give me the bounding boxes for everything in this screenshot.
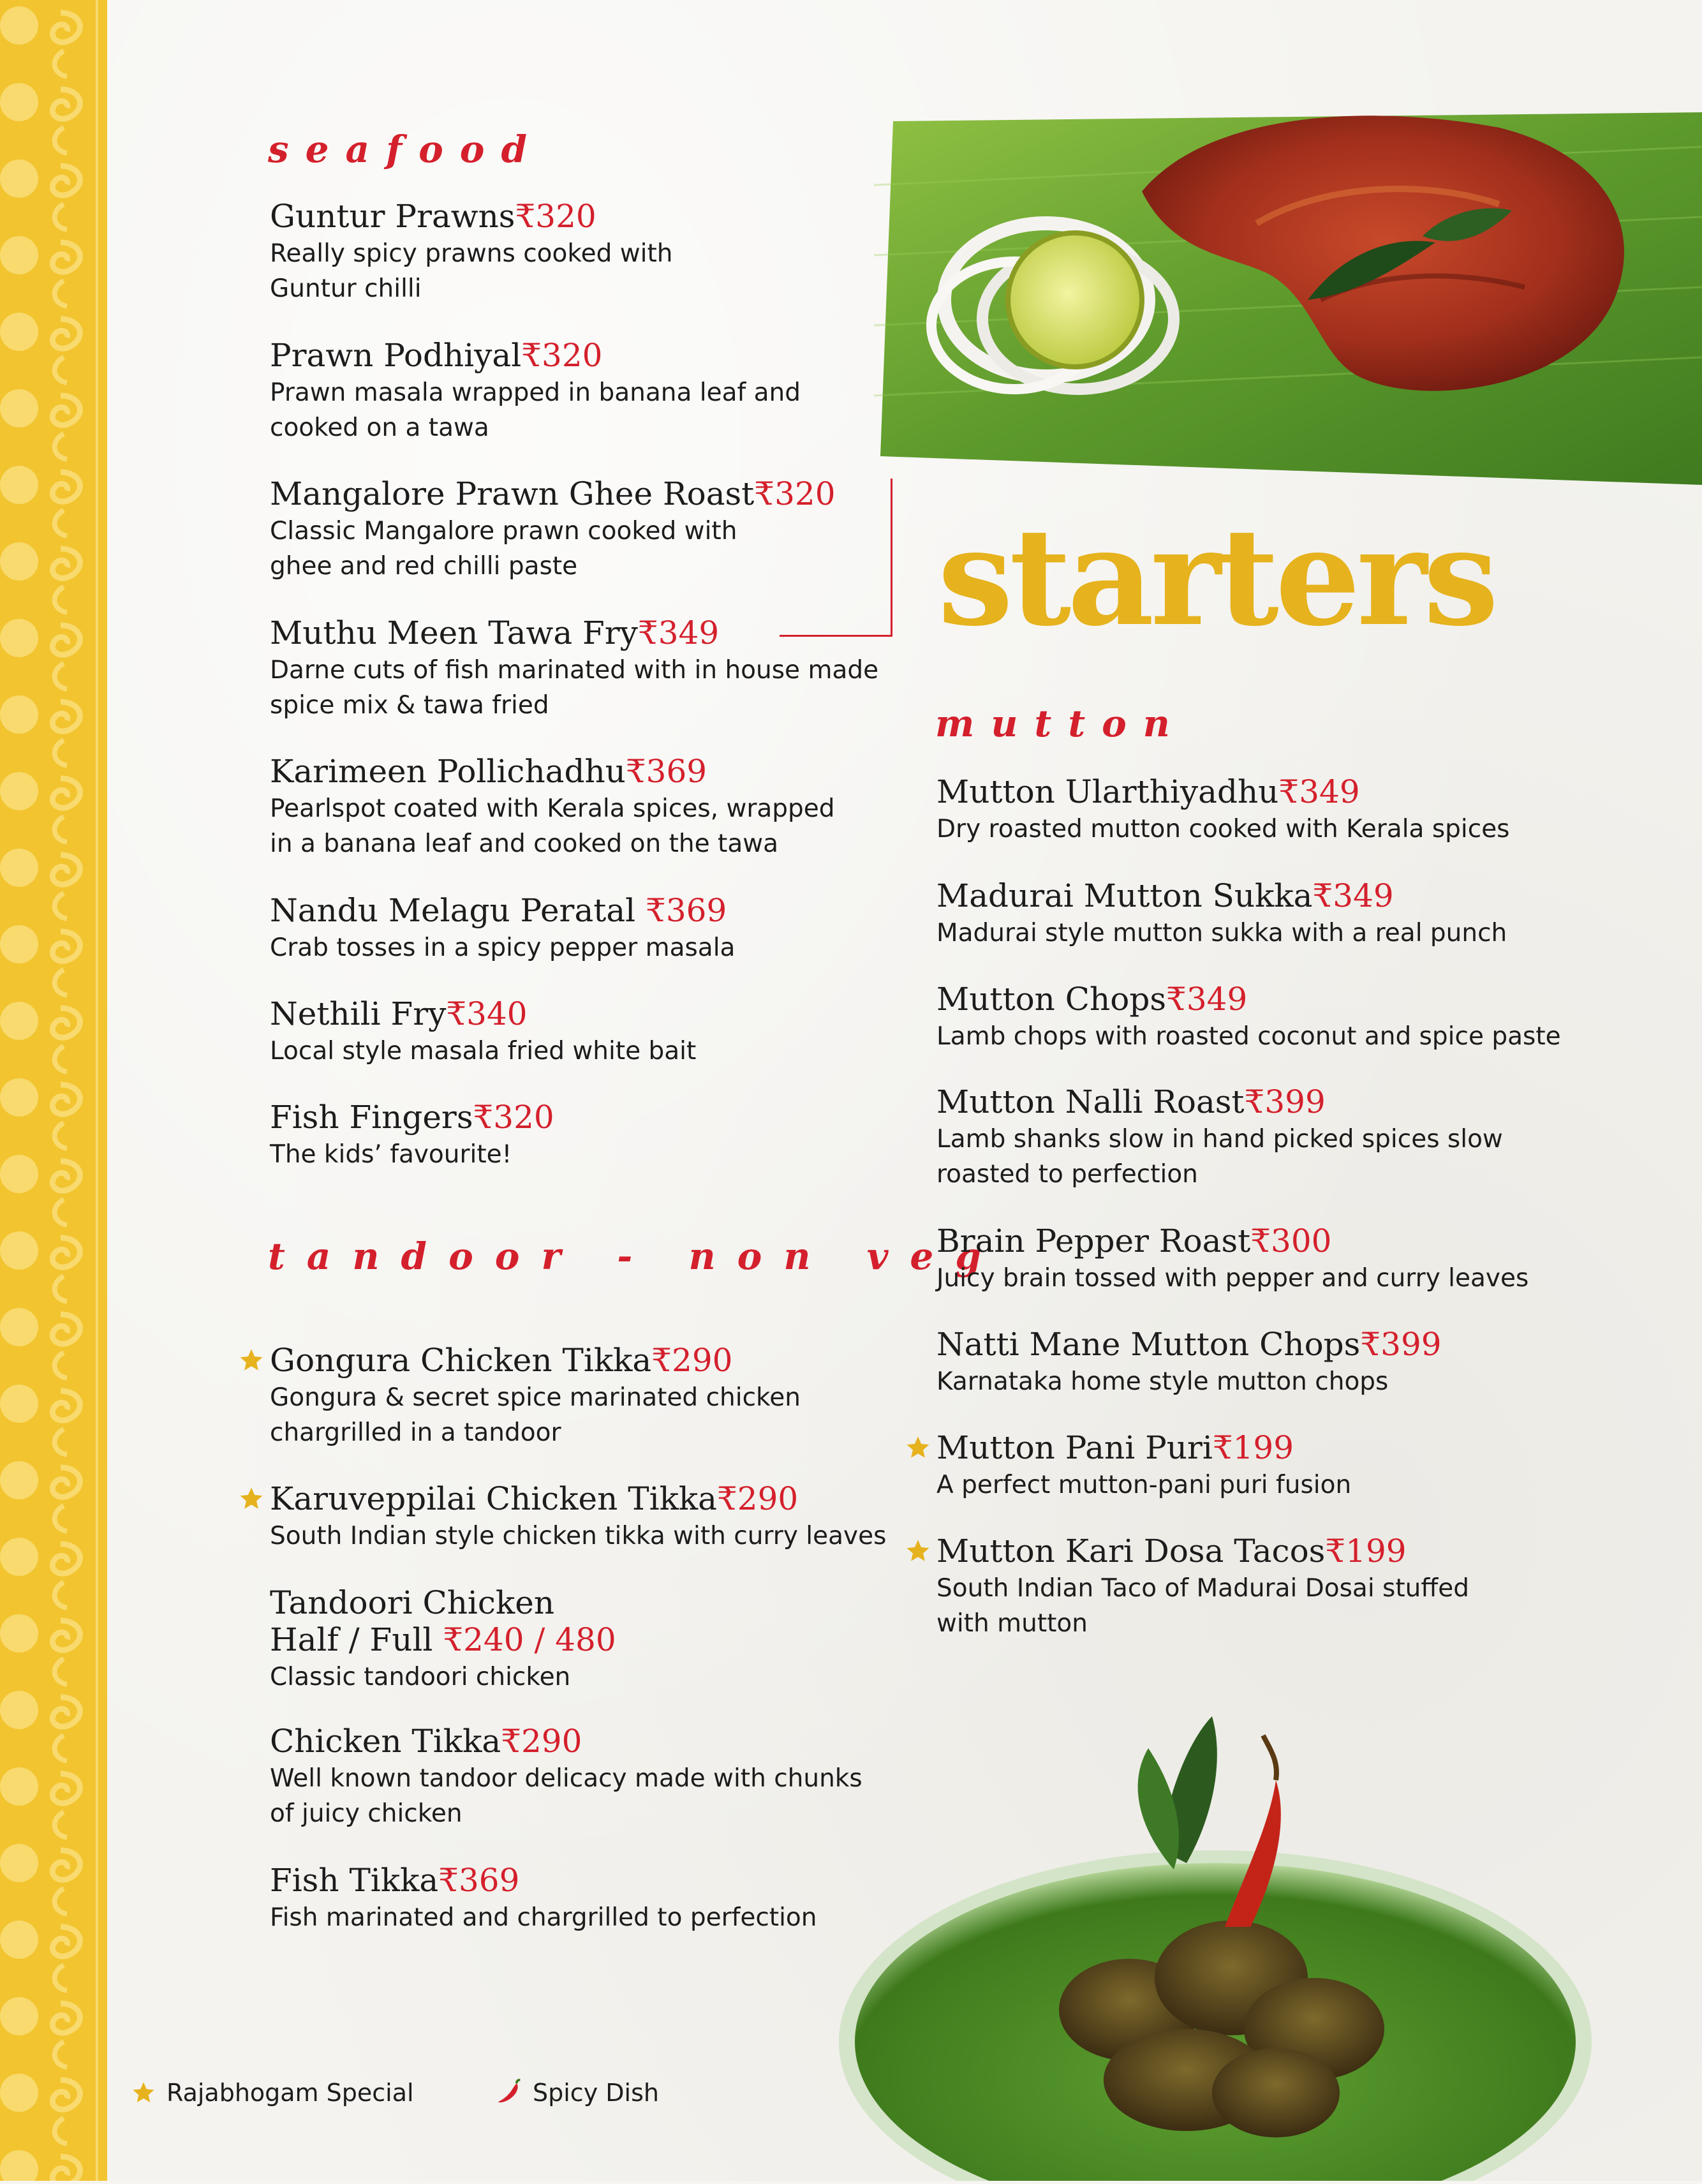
item-price: ₹300: [1250, 1222, 1332, 1259]
menu-item: [270, 1862, 908, 1935]
item-name: Mutton Nalli Roast: [936, 1083, 1245, 1120]
menu-item: [270, 753, 908, 861]
star-icon: [238, 1347, 265, 1374]
item-description: A perfect mutton-pani puri fusion: [936, 1471, 1352, 1499]
item-price: ₹369: [625, 753, 707, 790]
menu-item: [270, 475, 908, 584]
item-price: ₹320: [473, 1099, 554, 1136]
chilli-icon: [494, 2079, 522, 2107]
item-name: Fish Fingers: [270, 1099, 473, 1136]
star-icon: [905, 1434, 931, 1461]
item-name: Prawn Podhiyal: [270, 337, 522, 374]
item-name: Karimeen Pollichadhu: [270, 753, 626, 790]
menu-item: [936, 1326, 1574, 1399]
menu-item: [270, 995, 908, 1069]
menu-item: [936, 773, 1574, 847]
star-icon: [238, 1485, 265, 1512]
connector-line-vertical: [891, 479, 892, 637]
item-price: ₹369: [438, 1862, 520, 1899]
menu-item: [936, 877, 1574, 951]
legend-spicy-label: Spicy Dish: [533, 2079, 659, 2107]
item-name: Nethili Fry: [270, 995, 447, 1032]
menu-item: [936, 1222, 1574, 1296]
menu-item: [270, 1480, 908, 1554]
item-description: Really spicy prawns cooked with Guntur chilli: [270, 239, 673, 303]
item-name: Brain Pepper Roast: [936, 1222, 1251, 1259]
item-description: Karnataka home style mutton chops: [936, 1367, 1389, 1396]
item-description: Fish marinated and chargrilled to perfection: [270, 1903, 817, 1932]
menu-item: [270, 1584, 908, 1695]
menu-item: [270, 1342, 908, 1450]
item-price: ₹349: [1278, 773, 1360, 810]
item-name: Gongura Chicken Tikka: [270, 1342, 652, 1379]
mutton-sukka-photo: [829, 1710, 1601, 2181]
legend-special: [131, 2079, 414, 2107]
item-name: Mutton Pani Puri: [936, 1429, 1213, 1466]
item-description: Local style masala fried white bait: [270, 1037, 697, 1066]
item-name: Mutton Ularthiyadhu: [936, 773, 1279, 810]
item-description: Lamb shanks slow in hand picked spices slow roasted to perfection: [936, 1125, 1503, 1189]
item-description: Gongura & secret spice marinated chicken chargrilled in a tandoor: [270, 1383, 801, 1447]
item-price: ₹320: [521, 337, 603, 374]
item-name: Mutton Kari Dosa Tacos: [936, 1533, 1326, 1570]
item-description: Well known tandoor delicacy made with chunks of juicy chicken: [270, 1764, 862, 1828]
menu-item: [270, 198, 908, 306]
fish-fry-photo: [874, 108, 1702, 485]
menu-item: [936, 1429, 1574, 1503]
menu-item: [936, 981, 1574, 1054]
item-name: Guntur Prawns: [270, 198, 515, 235]
item-description: Darne cuts of fish marinated with in house made spice mix & tawa fried: [270, 656, 879, 720]
star-icon: [905, 1538, 931, 1564]
section-title-mutton: mutton: [935, 702, 1187, 745]
item-description: South Indian Taco of Madurai Dosai stuffed with mutton: [936, 1574, 1469, 1638]
item-price: ₹399: [1244, 1083, 1326, 1120]
menu-item: [270, 1099, 908, 1172]
legend-spicy: [494, 2079, 659, 2107]
item-name: Karuveppilai Chicken Tikka: [270, 1480, 717, 1517]
item-description: Prawn masala wrapped in banana leaf and cooked on a tawa: [270, 378, 801, 442]
item-description: Classic Mangalore prawn cooked with ghee and red chilli paste: [270, 517, 737, 581]
ornamental-border: [0, 0, 107, 2181]
item-price: ₹290: [716, 1480, 799, 1517]
item-name: Mutton Chops: [936, 981, 1167, 1018]
item-price: ₹290: [501, 1723, 582, 1760]
item-name: Madurai Mutton Sukka: [936, 877, 1313, 914]
item-description: Lamb chops with roasted coconut and spice paste: [936, 1022, 1561, 1051]
item-price: ₹320: [515, 198, 596, 235]
star-icon: [131, 2080, 156, 2106]
item-price: ₹399: [1360, 1326, 1442, 1363]
item-name: Chicken Tikka: [270, 1723, 501, 1760]
menu-item: [270, 337, 908, 445]
section-title-seafood: seafood: [268, 128, 544, 171]
item-price: ₹199: [1212, 1429, 1294, 1466]
item-name: Mangalore Prawn Ghee Roast: [270, 475, 755, 512]
connector-line-horizontal: [780, 635, 892, 637]
item-name: Tandoori Chicken: [270, 1584, 555, 1621]
item-description: Classic tandoori chicken: [270, 1663, 571, 1691]
item-description: Madurai style mutton sukka with a real punch: [936, 919, 1507, 947]
menu-item: [270, 1723, 908, 1831]
item-price: ₹240 / 480: [443, 1621, 616, 1658]
item-price: ₹349: [637, 614, 720, 651]
item-price: ₹369: [646, 892, 727, 929]
item-price: ₹290: [651, 1342, 733, 1379]
item-description: Crab tosses in a spicy pepper masala: [270, 933, 736, 962]
item-description: The kids’ favourite!: [270, 1140, 512, 1169]
menu-item: [270, 892, 908, 965]
item-price: ₹349: [1166, 981, 1248, 1018]
item-name: Muthu Meen Tawa Fry: [270, 614, 638, 651]
item-name: Nandu Melagu Peratal: [270, 892, 646, 929]
menu-item: [936, 1533, 1574, 1641]
item-price: ₹340: [446, 995, 528, 1032]
item-name: Fish Tikka: [270, 1862, 439, 1899]
item-description: Juicy brain tossed with pepper and curry leaves: [936, 1264, 1529, 1293]
section-title-tandoor: tandoor - non veg: [268, 1235, 1003, 1278]
item-price: ₹349: [1312, 877, 1394, 914]
item-price: ₹320: [754, 475, 836, 512]
item-description: Dry roasted mutton cooked with Kerala spices: [936, 815, 1510, 843]
menu-item: [270, 614, 908, 723]
menu-item: [936, 1083, 1574, 1192]
page-title: starters: [938, 498, 1495, 656]
item-description: South Indian style chicken tikka with curry leaves: [270, 1522, 887, 1550]
legend-special-label: Rajabhogam Special: [166, 2079, 414, 2107]
item-portion: Half / Full: [270, 1621, 433, 1658]
item-name: Natti Mane Mutton Chops: [936, 1326, 1361, 1363]
item-price: ₹199: [1325, 1533, 1407, 1570]
item-description: Pearlspot coated with Kerala spices, wrapped in a banana leaf and cooked on the tawa: [270, 794, 835, 858]
